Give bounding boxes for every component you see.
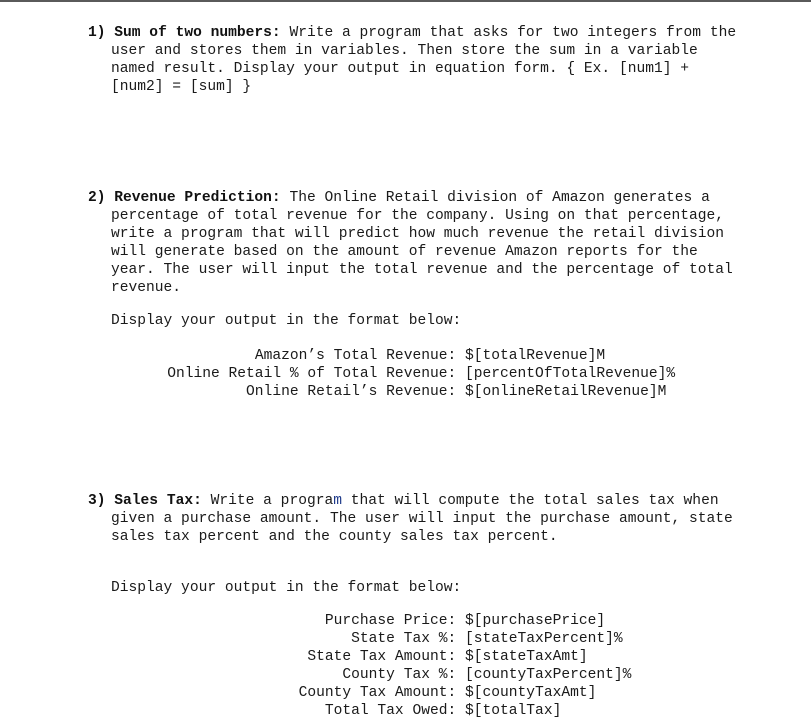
format-value: $[totalRevenue]M [465,348,606,364]
format-row [88,684,631,702]
problem-3-title: Sales Tax: [114,493,202,509]
problem-2-paragraph [88,189,738,298]
format-value: $[stateTaxAmt] [465,649,588,666]
format-value: [stateTaxPercent]% [465,631,623,648]
format-value: [countyTaxPercent]% [465,667,632,684]
problem-2-format-intro [88,312,738,330]
problem-3-body-start: Write a progra [210,493,334,509]
format-label: State Tax %: [351,631,465,648]
format-row [88,612,631,630]
problem-1-paragraph [88,24,738,96]
problem-3-output-format [88,612,631,721]
problem-3-body-end: that will compute the total sales tax when given a purchase amount. The user will input the purchase amount, state sales tax percent and the county sales tax percent. [111,493,733,546]
problem-3-lead: Display your output in the format below: [111,580,462,596]
problem-3 [88,492,738,546]
problem-3-number: 3) [88,493,106,509]
format-label: Online Retail % of Total Revenue: [167,366,465,383]
format-value: $[purchasePrice] [465,613,606,629]
problem-1-title: Sum of two numbers: [114,25,281,41]
problem-1 [88,24,738,96]
problem-3-body-highlight: m [333,493,342,509]
format-row [88,383,675,401]
problem-2 [88,189,738,298]
format-row [88,666,631,684]
format-row [88,365,675,383]
problem-3-paragraph [88,492,738,546]
format-value: $[totalTax] [465,703,562,720]
format-label: Purchase Price: [324,613,465,629]
problem-1-number: 1) [88,25,106,41]
format-value: [percentOfTotalRevenue]% [465,366,676,383]
problem-3-format-intro [88,579,738,597]
format-label: State Tax Amount: [307,649,465,666]
problem-2-output-format [88,347,675,401]
format-label: Amazon’s Total Revenue: [254,348,465,364]
format-row [88,702,631,720]
format-row [88,347,675,365]
format-label: Online Retail’s Revenue: [246,384,465,401]
problem-2-body: The Online Retail division of Amazon generates a percentage of total revenue for the company. Using on that percentage, write a program that will predict how much revenue the retail division will generate based on the amount of revenue Amazon reports for the year. The user will input the total revenue and the percentage of total revenue. [111,190,733,297]
format-value: $[onlineRetailRevenue]M [465,384,667,401]
problem-2-title: Revenue Prediction: [114,190,281,206]
format-label: Total Tax Owed: [324,703,465,720]
format-value: $[countyTaxAmt] [465,685,597,702]
format-row [88,648,631,666]
format-label: County Tax %: [342,667,465,684]
format-label: County Tax Amount: [298,685,465,702]
page-top-rule [0,0,811,2]
problem-1-body: Write a program that asks for two integers from the user and stores them in variables. Then store the sum in a variable named result. Display your output in equation form. { Ex. [num1] + [num2] = [sum] } [111,25,737,96]
problem-2-lead: Display your output in the format below: [111,313,462,329]
format-row [88,630,631,648]
problem-2-number: 2) [88,190,106,206]
